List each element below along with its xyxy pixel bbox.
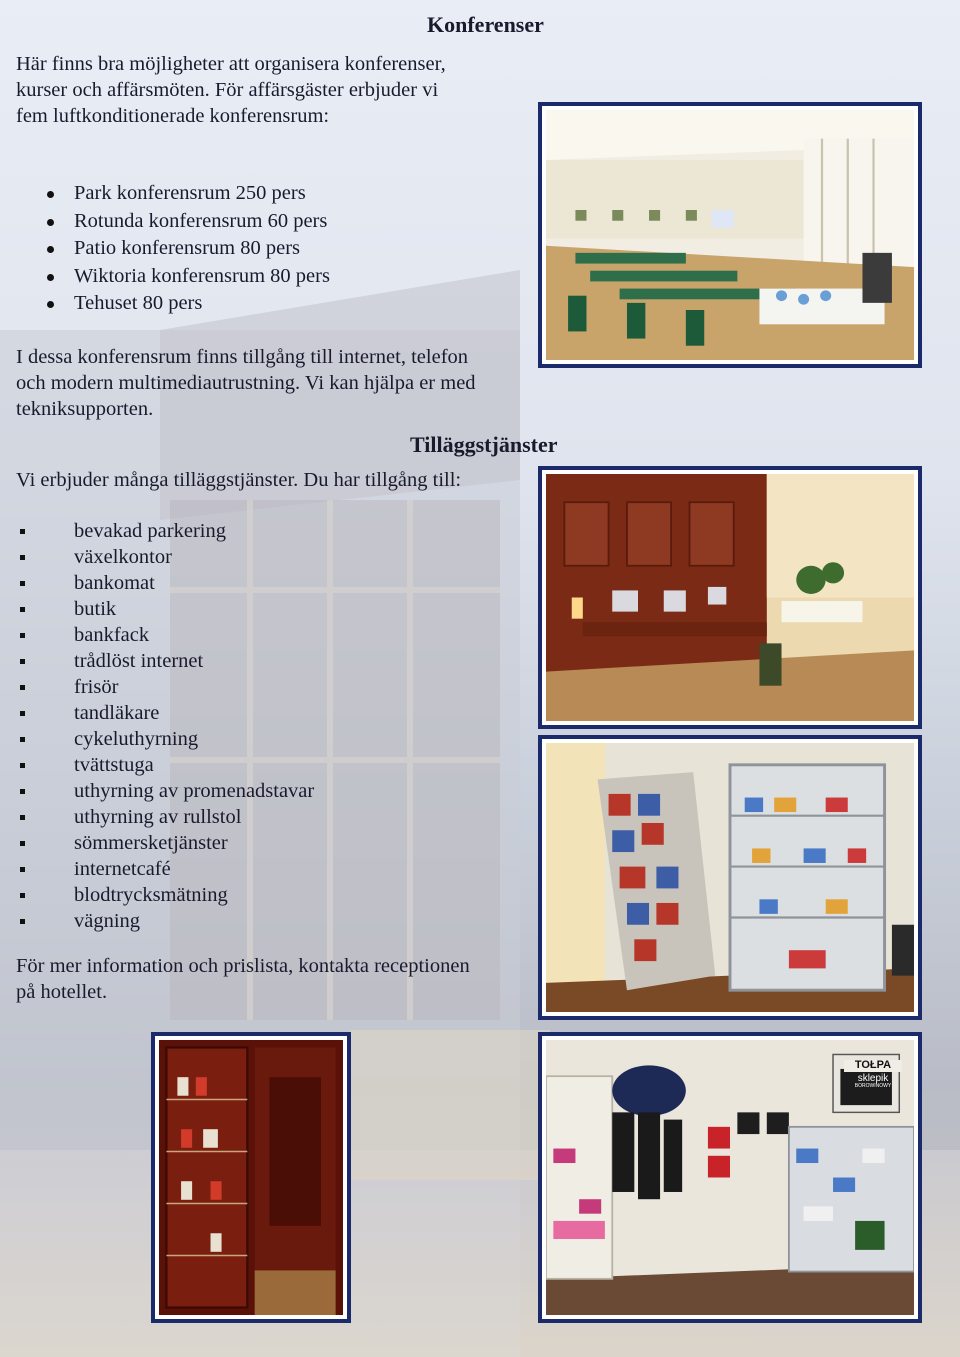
conference-room-list <box>16 180 330 318</box>
list-item: Park konferensrum 250 pers <box>16 180 330 208</box>
list-item: Rotunda konferensrum 60 pers <box>16 208 330 236</box>
list-item: tvättstuga <box>16 752 314 778</box>
list-item: frisör <box>16 674 314 700</box>
list-item: trådlöst internet <box>16 648 314 674</box>
list-item: Patio konferensrum 80 pers <box>16 235 330 263</box>
konferenser-equipment-text: I dessa konferensrum finns tillgång till internet, telefon och modern multimediautrustning. Vi kan hjälpa er med tekniksupporten. <box>16 346 476 420</box>
service-list <box>16 518 314 934</box>
list-item: butik <box>16 596 314 622</box>
shop-sign-caption: BOROWINOWY <box>854 1083 892 1090</box>
kiosk-shop-photo <box>538 735 922 1020</box>
shop-sign <box>844 1060 902 1089</box>
conference-room-photo <box>538 102 922 368</box>
tillagg-intro: Vi erbjuder många tilläggstjänster. Du har tillgång till: <box>16 469 462 491</box>
list-item: uthyrning av promenadstavar <box>16 778 314 804</box>
section-title-tillaggstjanster: Tilläggstjänster <box>410 432 558 457</box>
list-item: sömmersketjänster <box>16 830 314 856</box>
list-item: blodtrycksmätning <box>16 882 314 908</box>
list-item: bankfack <box>16 622 314 648</box>
souvenir-cabinet-photo <box>151 1032 351 1323</box>
list-item: bevakad parkering <box>16 518 314 544</box>
internet-cafe-photo <box>538 466 922 729</box>
list-item: bankomat <box>16 570 314 596</box>
list-item: uthyrning av rullstol <box>16 804 314 830</box>
shop-sign-subtitle: sklepik <box>857 1072 889 1084</box>
list-item: cykeluthyrning <box>16 726 314 752</box>
list-item: växelkontor <box>16 544 314 570</box>
souvenir-shop-photo <box>538 1032 922 1323</box>
list-item: tandläkare <box>16 700 314 726</box>
list-item: Wiktoria konferensrum 80 pers <box>16 263 330 291</box>
list-item: internetcafé <box>16 856 314 882</box>
contact-text: För mer information och prislista, kontakta receptionen på hotellet. <box>16 955 470 1003</box>
shop-sign-brand: TOŁPA <box>844 1060 902 1072</box>
list-item: Tehuset 80 pers <box>16 290 330 318</box>
section-title-konferenser: Konferenser <box>427 12 544 37</box>
konferenser-intro: Här finns bra möjligheter att organisera konferenser, kurser och affärsmöten. För affärsgäster erbjuder vi fem luftkonditionerade konferensrum: <box>16 53 446 127</box>
list-item: vägning <box>16 908 314 934</box>
